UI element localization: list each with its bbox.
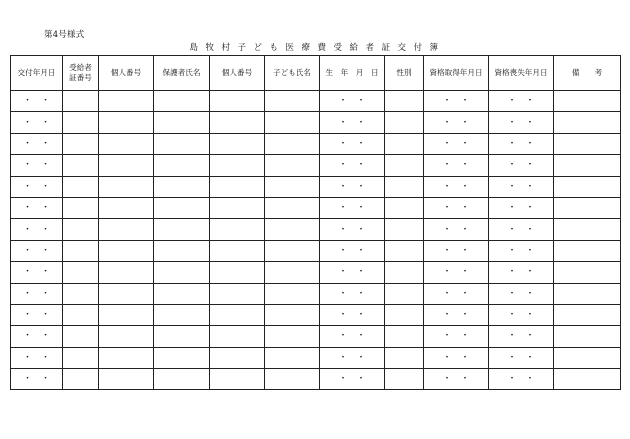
cell-remarks: [554, 197, 621, 218]
cell-personal-number-guardian: [99, 347, 154, 368]
header-acquired-date: 資格取得年月日: [424, 56, 489, 91]
cell-issue-date: [11, 369, 63, 390]
cell-remarks: [554, 369, 621, 390]
cell-birth-date: [320, 176, 385, 197]
date-placeholder: ・ ・: [22, 267, 50, 278]
cell-issue-date: [11, 197, 63, 218]
table-row: [11, 197, 621, 218]
cell-lost-date: [489, 133, 554, 154]
cell-child-name: [265, 112, 320, 133]
cell-remarks: [554, 133, 621, 154]
date-placeholder: ・ ・: [442, 203, 470, 214]
table-row: [11, 347, 621, 368]
cell-lost-date: [489, 240, 554, 261]
date-placeholder: ・ ・: [338, 331, 366, 342]
cell-issue-date: [11, 91, 63, 112]
date-placeholder: ・ ・: [442, 331, 470, 342]
cell-guardian-name: [154, 347, 210, 368]
date-placeholder: ・ ・: [507, 117, 535, 128]
cell-remarks: [554, 155, 621, 176]
cell-birth-date: [320, 304, 385, 325]
cell-remarks: [554, 240, 621, 261]
cell-child-name: [265, 326, 320, 347]
cell-sex: [385, 347, 424, 368]
header-birth-date: 生 年 月 日: [320, 56, 385, 91]
cell-personal-number-child: [210, 197, 265, 218]
header-personal-number-guardian: 個人番号: [99, 56, 154, 91]
cell-personal-number-guardian: [99, 91, 154, 112]
cell-guardian-name: [154, 369, 210, 390]
date-placeholder: ・ ・: [442, 181, 470, 192]
cell-acquired-date: [424, 133, 489, 154]
cell-certificate-number: [63, 304, 99, 325]
date-placeholder: ・ ・: [22, 374, 50, 385]
date-placeholder: ・ ・: [22, 138, 50, 149]
cell-guardian-name: [154, 176, 210, 197]
cell-certificate-number: [63, 283, 99, 304]
table-row: [11, 219, 621, 240]
cell-acquired-date: [424, 283, 489, 304]
document-title: 島 牧 村 子 ど も 医 療 費 受 給 者 証 交 付 簿: [189, 43, 441, 53]
date-placeholder: ・ ・: [338, 96, 366, 107]
date-placeholder: ・ ・: [442, 96, 470, 107]
cell-personal-number-guardian: [99, 197, 154, 218]
header-sex: 性別: [385, 56, 424, 91]
cell-guardian-name: [154, 304, 210, 325]
date-placeholder: ・ ・: [507, 203, 535, 214]
cell-sex: [385, 240, 424, 261]
cell-personal-number-guardian: [99, 219, 154, 240]
cell-sex: [385, 326, 424, 347]
date-placeholder: ・ ・: [442, 310, 470, 321]
cell-acquired-date: [424, 347, 489, 368]
cell-birth-date: [320, 133, 385, 154]
cell-remarks: [554, 262, 621, 283]
cell-guardian-name: [154, 262, 210, 283]
ledger-body: [11, 91, 621, 390]
cell-personal-number-child: [210, 369, 265, 390]
cell-guardian-name: [154, 219, 210, 240]
cell-child-name: [265, 347, 320, 368]
date-placeholder: ・ ・: [507, 245, 535, 256]
cell-personal-number-guardian: [99, 326, 154, 347]
cell-personal-number-guardian: [99, 304, 154, 325]
header-certificate-number: [63, 56, 99, 91]
issue-ledger-table: [10, 55, 621, 390]
cell-birth-date: [320, 112, 385, 133]
cell-certificate-number: [63, 347, 99, 368]
date-placeholder: ・ ・: [507, 267, 535, 278]
cell-lost-date: [489, 219, 554, 240]
cell-birth-date: [320, 262, 385, 283]
date-placeholder: ・ ・: [338, 374, 366, 385]
cell-personal-number-guardian: [99, 133, 154, 154]
date-placeholder: ・ ・: [442, 160, 470, 171]
cell-sex: [385, 283, 424, 304]
cell-child-name: [265, 91, 320, 112]
date-placeholder: ・ ・: [22, 203, 50, 214]
date-placeholder: ・ ・: [442, 374, 470, 385]
date-placeholder: ・ ・: [22, 181, 50, 192]
cell-remarks: [554, 219, 621, 240]
cell-acquired-date: [424, 326, 489, 347]
cell-issue-date: [11, 155, 63, 176]
cell-personal-number-guardian: [99, 155, 154, 176]
date-placeholder: ・ ・: [338, 267, 366, 278]
cell-certificate-number: [63, 91, 99, 112]
header-child-name: 子ども氏名: [265, 56, 320, 91]
cell-birth-date: [320, 155, 385, 176]
cell-remarks: [554, 304, 621, 325]
date-placeholder: ・ ・: [22, 96, 50, 107]
cell-acquired-date: [424, 240, 489, 261]
date-placeholder: ・ ・: [442, 288, 470, 299]
cell-personal-number-guardian: [99, 240, 154, 261]
cell-guardian-name: [154, 197, 210, 218]
cell-certificate-number: [63, 112, 99, 133]
cell-personal-number-child: [210, 347, 265, 368]
cell-personal-number-child: [210, 112, 265, 133]
cell-acquired-date: [424, 304, 489, 325]
cell-birth-date: [320, 326, 385, 347]
cell-remarks: [554, 112, 621, 133]
header-personal-number-child: 個人番号: [210, 56, 265, 91]
cell-birth-date: [320, 369, 385, 390]
cell-acquired-date: [424, 176, 489, 197]
cell-guardian-name: [154, 326, 210, 347]
cell-sex: [385, 91, 424, 112]
date-placeholder: ・ ・: [507, 181, 535, 192]
date-placeholder: ・ ・: [507, 138, 535, 149]
cell-remarks: [554, 347, 621, 368]
cell-sex: [385, 304, 424, 325]
cell-sex: [385, 155, 424, 176]
cell-acquired-date: [424, 112, 489, 133]
cell-personal-number-child: [210, 133, 265, 154]
cell-child-name: [265, 133, 320, 154]
date-placeholder: ・ ・: [22, 310, 50, 321]
cell-certificate-number: [63, 133, 99, 154]
cell-personal-number-guardian: [99, 369, 154, 390]
date-placeholder: ・ ・: [22, 288, 50, 299]
cell-certificate-number: [63, 155, 99, 176]
table-row: [11, 304, 621, 325]
date-placeholder: ・ ・: [338, 160, 366, 171]
cell-birth-date: [320, 219, 385, 240]
date-placeholder: ・ ・: [507, 352, 535, 363]
cell-sex: [385, 112, 424, 133]
cell-personal-number-child: [210, 219, 265, 240]
cell-lost-date: [489, 262, 554, 283]
cell-issue-date: [11, 304, 63, 325]
cell-issue-date: [11, 262, 63, 283]
table-row: [11, 112, 621, 133]
table-row: [11, 133, 621, 154]
header-issue-date: 交付年月日: [11, 56, 63, 91]
header-row: [11, 56, 621, 91]
date-placeholder: ・ ・: [338, 203, 366, 214]
date-placeholder: ・ ・: [442, 138, 470, 149]
cell-remarks: [554, 283, 621, 304]
date-placeholder: ・ ・: [22, 245, 50, 256]
date-placeholder: ・ ・: [507, 160, 535, 171]
cell-personal-number-guardian: [99, 283, 154, 304]
date-placeholder: ・ ・: [442, 117, 470, 128]
cell-personal-number-child: [210, 91, 265, 112]
cell-acquired-date: [424, 197, 489, 218]
cell-child-name: [265, 176, 320, 197]
cell-issue-date: [11, 326, 63, 347]
cell-lost-date: [489, 326, 554, 347]
cell-child-name: [265, 262, 320, 283]
table-row: [11, 240, 621, 261]
cell-acquired-date: [424, 219, 489, 240]
cell-guardian-name: [154, 155, 210, 176]
cell-guardian-name: [154, 283, 210, 304]
table-row: [11, 155, 621, 176]
cell-child-name: [265, 283, 320, 304]
date-placeholder: ・ ・: [22, 224, 50, 235]
cell-lost-date: [489, 304, 554, 325]
cell-personal-number-child: [210, 155, 265, 176]
cell-lost-date: [489, 176, 554, 197]
cell-child-name: [265, 155, 320, 176]
date-placeholder: ・ ・: [507, 310, 535, 321]
cell-certificate-number: [63, 369, 99, 390]
cell-child-name: [265, 219, 320, 240]
cell-lost-date: [489, 112, 554, 133]
cell-guardian-name: [154, 133, 210, 154]
cell-birth-date: [320, 347, 385, 368]
cell-remarks: [554, 326, 621, 347]
date-placeholder: ・ ・: [507, 288, 535, 299]
cell-child-name: [265, 369, 320, 390]
cell-issue-date: [11, 283, 63, 304]
table-row: [11, 369, 621, 390]
cell-child-name: [265, 197, 320, 218]
cell-remarks: [554, 91, 621, 112]
cell-certificate-number: [63, 219, 99, 240]
cell-issue-date: [11, 219, 63, 240]
cell-personal-number-guardian: [99, 262, 154, 283]
date-placeholder: ・ ・: [442, 245, 470, 256]
cell-lost-date: [489, 91, 554, 112]
cell-certificate-number: [63, 197, 99, 218]
date-placeholder: ・ ・: [442, 352, 470, 363]
cell-personal-number-child: [210, 326, 265, 347]
cell-sex: [385, 262, 424, 283]
table-row: [11, 283, 621, 304]
cell-guardian-name: [154, 112, 210, 133]
cell-issue-date: [11, 176, 63, 197]
date-placeholder: ・ ・: [338, 245, 366, 256]
date-placeholder: ・ ・: [22, 331, 50, 342]
cell-birth-date: [320, 283, 385, 304]
header-guardian-name: 保護者氏名: [154, 56, 210, 91]
cell-birth-date: [320, 240, 385, 261]
cell-lost-date: [489, 369, 554, 390]
table-row: [11, 91, 621, 112]
cell-guardian-name: [154, 240, 210, 261]
cell-acquired-date: [424, 155, 489, 176]
cell-certificate-number: [63, 326, 99, 347]
cell-sex: [385, 176, 424, 197]
cell-birth-date: [320, 91, 385, 112]
date-placeholder: ・ ・: [507, 96, 535, 107]
cell-issue-date: [11, 347, 63, 368]
date-placeholder: ・ ・: [442, 267, 470, 278]
header-lost-date: 資格喪失年月日: [489, 56, 554, 91]
table-row: [11, 262, 621, 283]
date-placeholder: ・ ・: [338, 288, 366, 299]
cell-personal-number-guardian: [99, 176, 154, 197]
cell-child-name: [265, 240, 320, 261]
header-remarks: 備 考: [554, 56, 621, 91]
cell-lost-date: [489, 347, 554, 368]
cell-certificate-number: [63, 262, 99, 283]
date-placeholder: ・ ・: [338, 181, 366, 192]
cell-sex: [385, 369, 424, 390]
date-placeholder: ・ ・: [507, 224, 535, 235]
date-placeholder: ・ ・: [338, 138, 366, 149]
date-placeholder: ・ ・: [338, 310, 366, 321]
cell-acquired-date: [424, 91, 489, 112]
header-certificate-number-line1: 受給者: [69, 63, 92, 72]
cell-personal-number-child: [210, 240, 265, 261]
cell-certificate-number: [63, 176, 99, 197]
cell-lost-date: [489, 155, 554, 176]
cell-personal-number-guardian: [99, 112, 154, 133]
date-placeholder: ・ ・: [507, 374, 535, 385]
cell-personal-number-child: [210, 262, 265, 283]
cell-sex: [385, 133, 424, 154]
cell-guardian-name: [154, 91, 210, 112]
cell-birth-date: [320, 197, 385, 218]
date-placeholder: ・ ・: [22, 352, 50, 363]
cell-personal-number-child: [210, 176, 265, 197]
cell-issue-date: [11, 240, 63, 261]
date-placeholder: ・ ・: [507, 331, 535, 342]
cell-lost-date: [489, 197, 554, 218]
cell-lost-date: [489, 283, 554, 304]
table-row: [11, 176, 621, 197]
cell-sex: [385, 219, 424, 240]
cell-remarks: [554, 176, 621, 197]
cell-personal-number-child: [210, 304, 265, 325]
cell-certificate-number: [63, 240, 99, 261]
table-row: [11, 326, 621, 347]
date-placeholder: ・ ・: [442, 224, 470, 235]
cell-child-name: [265, 304, 320, 325]
cell-acquired-date: [424, 369, 489, 390]
date-placeholder: ・ ・: [22, 117, 50, 128]
cell-sex: [385, 197, 424, 218]
header-certificate-number-line2: 証番号: [69, 73, 92, 82]
date-placeholder: ・ ・: [338, 224, 366, 235]
cell-acquired-date: [424, 262, 489, 283]
date-placeholder: ・ ・: [338, 117, 366, 128]
cell-personal-number-child: [210, 283, 265, 304]
cell-issue-date: [11, 133, 63, 154]
form-number: 第4号様式: [44, 30, 85, 40]
cell-issue-date: [11, 112, 63, 133]
date-placeholder: ・ ・: [338, 352, 366, 363]
date-placeholder: ・ ・: [22, 160, 50, 171]
